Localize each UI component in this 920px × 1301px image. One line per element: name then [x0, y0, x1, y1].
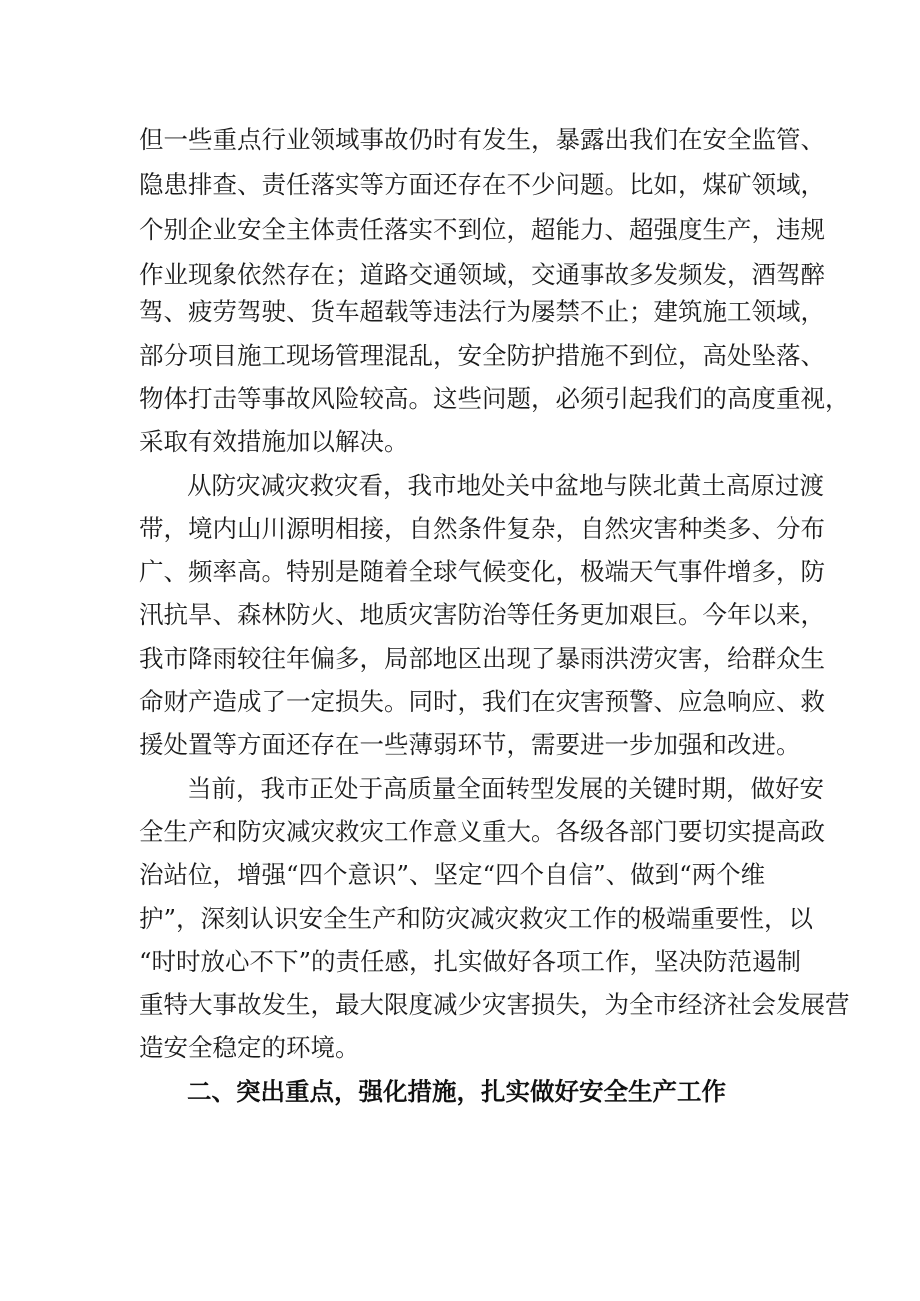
paragraph-line: 作业现象依然存在；道路交通领域，交通事故多发频发，酒驾醉 — [139, 260, 825, 289]
paragraph-line: 我市降雨较往年偏多，局部地区出现了暴雨洪涝灾害，给群众生 — [139, 644, 825, 673]
paragraph-line: 物体打击等事故风险较高。这些问题，必须引起我们的高度重视， — [139, 384, 850, 413]
paragraph-line: 个别企业安全主体责任落实不到位，超能力、超强度生产，违规 — [139, 215, 825, 244]
paragraph-line: 汛抗旱、森林防火、地质灾害防治等任务更加艰巨。今年以来， — [139, 600, 825, 629]
paragraph-line: 从防灾减灾救灾看，我市地处关中盆地与陕北黄土高原过渡 — [187, 471, 824, 500]
paragraph-line: 援处置等方面还存在一些薄弱环节，需要进一步加强和改进。 — [139, 730, 801, 759]
paragraph-line: 采取有效措施加以解决。 — [139, 427, 409, 456]
paragraph-line: 护”，深刻认识安全生产和防灾减灾救灾工作的极端重要性，以 — [139, 904, 814, 933]
paragraph-line: 重特大事故发生，最大限度减少灾害损失，为全市经济社会发展营 — [139, 990, 850, 1019]
paragraph-line: 但一些重点行业领域事故仍时有发生，暴露出我们在安全监管、 — [139, 125, 825, 154]
paragraph-line: 造安全稳定的环境。 — [139, 1033, 360, 1062]
paragraph-line: 驾、疲劳驾驶、货车超载等违法行为屡禁不止；建筑施工领域， — [139, 297, 825, 326]
paragraph-line: “时时放心不下”的责任感，扎实做好各项工作，坚决防范遏制 — [139, 947, 802, 976]
paragraph-line: 带，境内山川源明相接，自然条件复杂，自然灾害种类多、分布 — [139, 514, 825, 543]
paragraph-line: 治站位，增强“四个意识”、坚定“四个自信”、做到“两个维 — [139, 860, 766, 889]
paragraph-line: 当前，我市正处于高质量全面转型发展的关键时期，做好安 — [187, 774, 824, 803]
paragraph-line: 隐患排查、责任落实等方面还存在不少问题。比如，煤矿领域， — [139, 170, 825, 199]
paragraph-line: 部分项目施工现场管理混乱，安全防护措施不到位，高处坠落、 — [139, 341, 825, 370]
paragraph-line: 广、频率高。特别是随着全球气候变化，极端天气事件增多，防 — [139, 557, 825, 586]
paragraph-line: 全生产和防灾减灾救灾工作意义重大。各级各部门要切实提高政 — [139, 817, 825, 846]
section-heading: 二、突出重点，强化措施，扎实做好安全生产工作 — [187, 1077, 726, 1106]
paragraph-line: 命财产造成了一定损失。同时，我们在灾害预警、应急响应、救 — [139, 687, 825, 716]
